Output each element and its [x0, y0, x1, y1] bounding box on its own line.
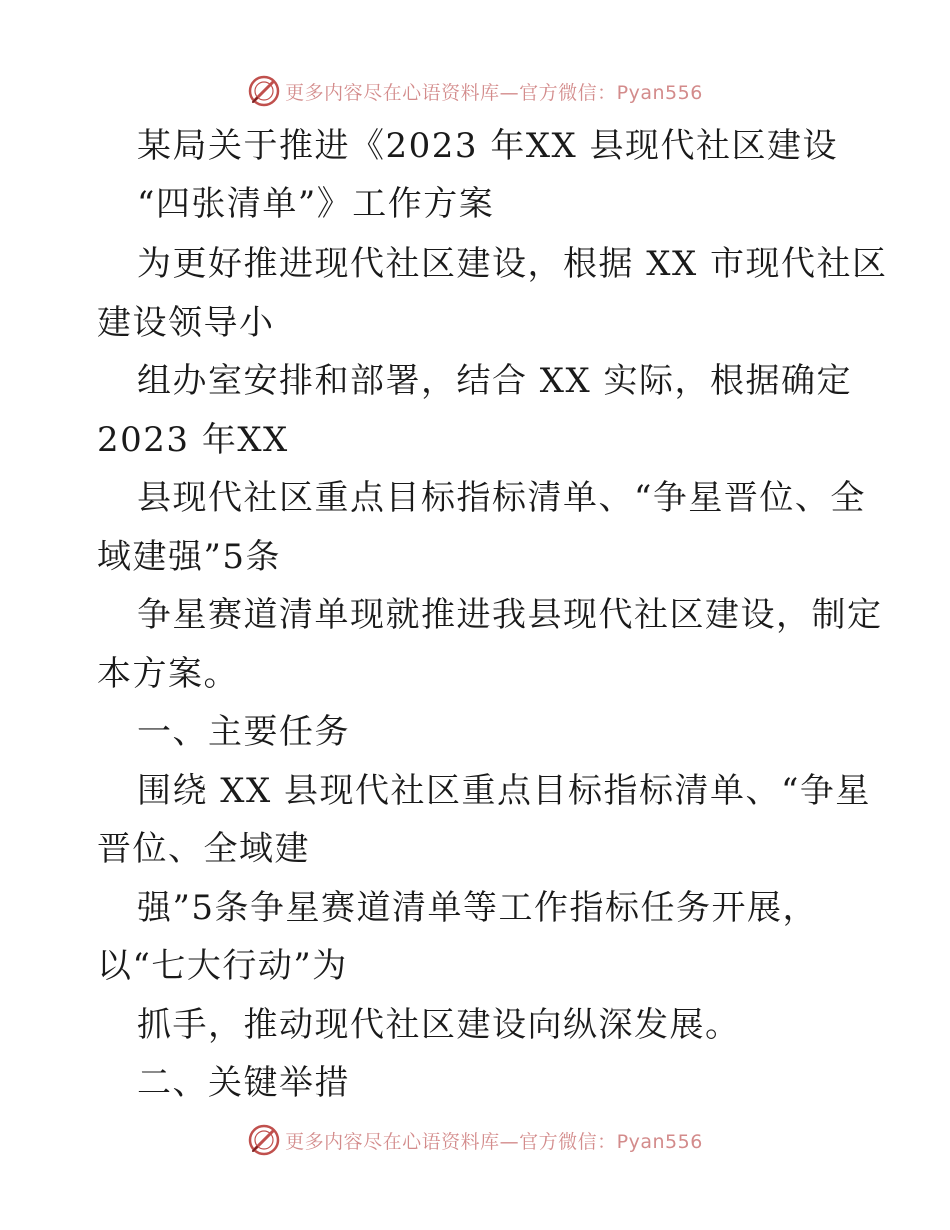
- paragraph-line: 晋位、全域建: [97, 829, 310, 869]
- document-title-line-2: “四张清单”》工作方案: [137, 184, 495, 224]
- footer-watermark: [0, 1120, 950, 1160]
- paragraph-line: 争星赛道清单现就推进我县现代社区建设，制定: [137, 595, 883, 635]
- seal-pen-icon: [247, 1123, 281, 1157]
- paragraph-line: 县现代社区重点目标指标清单、“争星晋位、全: [137, 478, 866, 518]
- paragraph-line: 域建强”5条: [97, 537, 282, 577]
- paragraph-line: 围绕 XX 县现代社区重点目标指标清单、“争星: [137, 771, 871, 811]
- paragraph-line: 本方案。: [97, 654, 239, 694]
- paragraph-line: 为更好推进现代社区建设，根据 XX 市现代社区: [137, 244, 888, 284]
- paragraph-line: 以“七大行动”为: [97, 946, 348, 986]
- watermark-text: 更多内容尽在心语资料库—官方微信：Pyan556: [285, 1130, 703, 1153]
- section-heading-key-measures: 二、关键举措: [137, 1063, 350, 1103]
- paragraph-line: 强”5条争星赛道清单等工作指标任务开展，: [137, 888, 819, 928]
- section-heading-main-tasks: 一、主要任务: [137, 712, 350, 752]
- paragraph-line: 组办室安排和部署，结合 XX 实际，根据确定: [137, 361, 853, 401]
- paragraph-line: 抓手，推动现代社区建设向纵深发展。: [137, 1005, 741, 1045]
- document-title-line-1: 某局关于推进《2023 年XX 县现代社区建设: [137, 126, 839, 166]
- paragraph-line: 2023 年XX: [97, 420, 289, 460]
- paragraph-line: 建设领导小: [97, 303, 275, 343]
- watermark-text: 更多内容尽在心语资料库—官方微信：Pyan556: [285, 81, 703, 104]
